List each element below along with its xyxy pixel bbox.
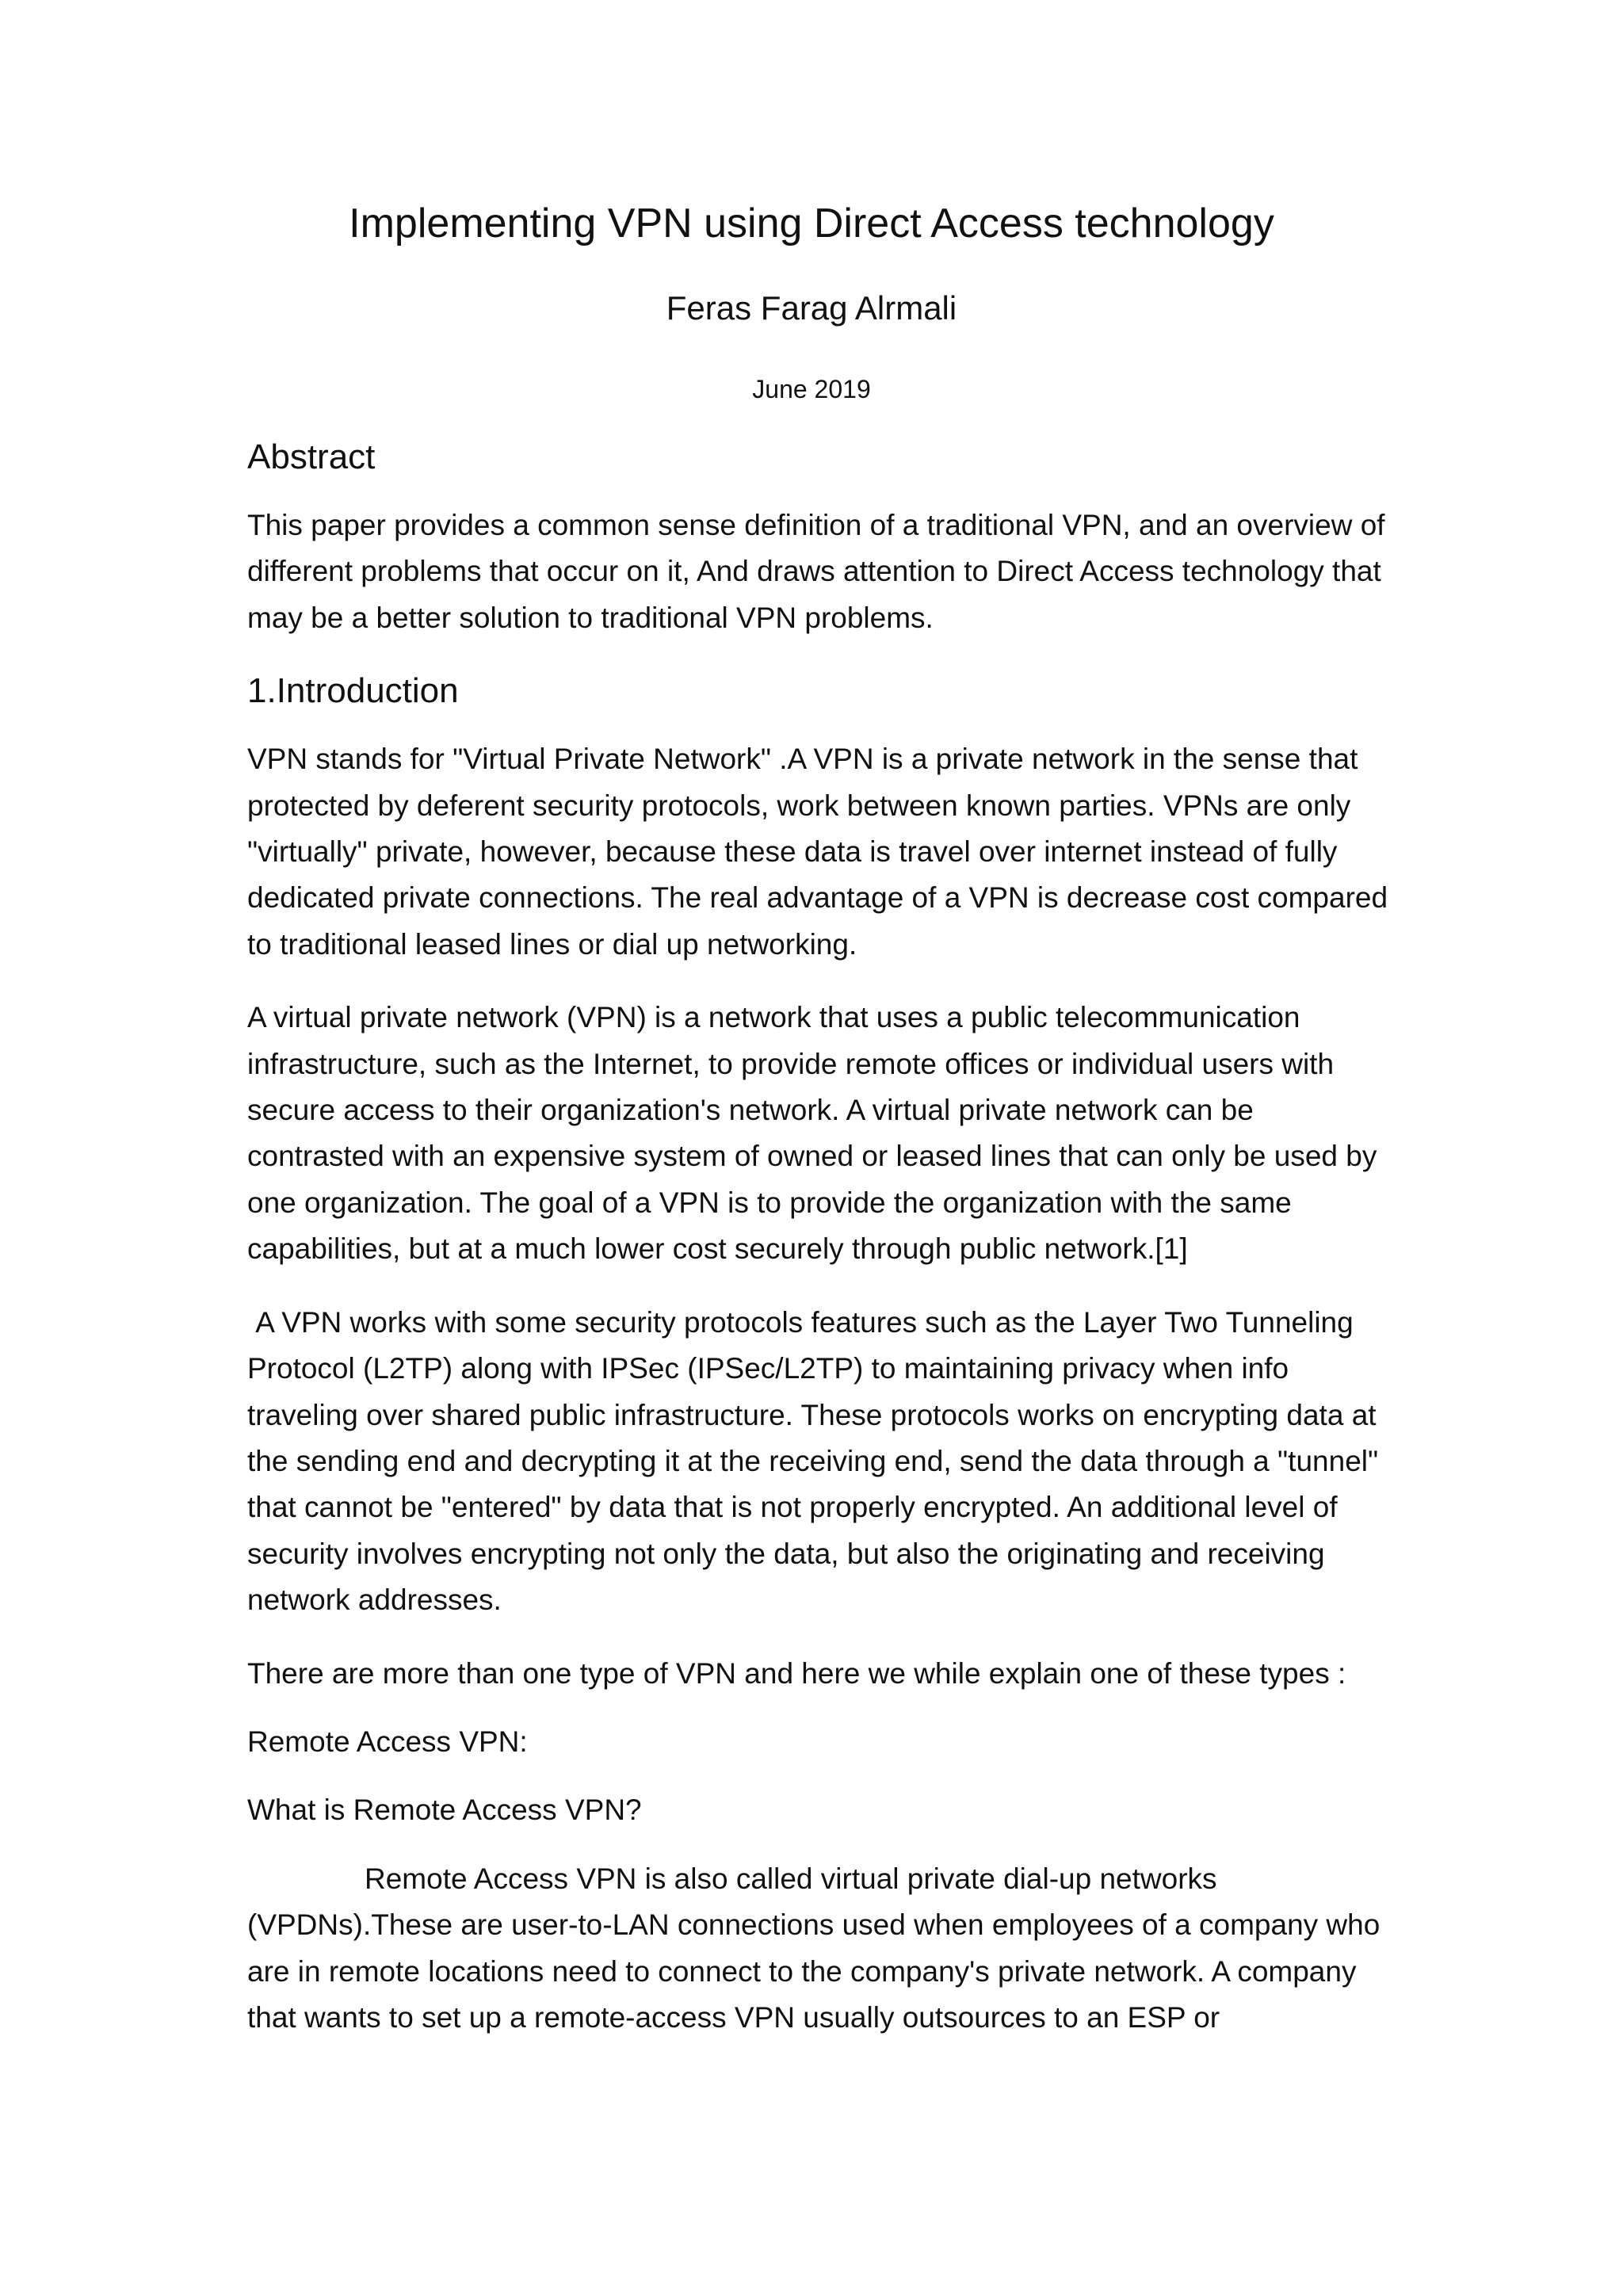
introduction-heading: 1.Introduction — [247, 671, 459, 711]
remote-access-paragraph: Remote Access VPN is also called virtual private dial-up networks (VPDNs).These are user-to-LAN connections used when employees of a company who are in remote locations need to connect to the company's private network. A company that wants to set up a remote-access VPN usually outsources to an ESP or — [247, 1862, 1381, 2034]
intro-paragraph-1: VPN stands for "Virtual Private Network" .A VPN is a private network in the sense that protected by deferent security protocols, work between known parties. VPNs are only "virtually" private, however, because these data is travel over internet instead of fully dedicated private connections. The real advantage of a VPN is decrease cost compared to traditional leased lines or dial up networking. — [247, 743, 1388, 961]
abstract-heading: Abstract — [247, 437, 376, 476]
intro-paragraph-3: A VPN works with some security protocols features such as the Layer Two Tunneling Protocol (L2TP) along with IPSec (IPSec/L2TP) to maintaining privacy when info traveling over shared public infrastructure. These protocols works on encrypting data at the sending end and decrypting it at the receiving end, send the data through a "tunnel" that cannot be "entered" by data that is not properly encrypted. An additional level of security involves encrypting not only the data, but also the originating and receiving network addresses. — [247, 1305, 1387, 1617]
paper-body — [247, 434, 1388, 2068]
paper-date: June 2019 — [752, 375, 871, 403]
abstract-text: This paper provides a common sense definition of a traditional VPN, and an overview of different problems that occur on it, And draws attention to Direct Access technology that may be a better solution to traditional VPN problems. — [247, 509, 1385, 634]
remote-access-question: What is Remote Access VPN? — [247, 1794, 642, 1827]
paper-author: Feras Farag Alrmali — [666, 289, 957, 327]
paper-title: Implementing VPN using Direct Access technology — [349, 201, 1274, 246]
intro-paragraph-2: A virtual private network (VPN) is a network that uses a public telecommunication infrastructure, such as the Internet, to provide remote offices or individual users with secure access to their organization's network. A virtual private network can be contrasted with an expensive system of owned or leased lines that can only be used by one organization. The goal of a VPN is to provide the organization with the same capabilities, but at a much lower cost securely through public network.[1] — [247, 1001, 1377, 1266]
intro-paragraph-4: There are more than one type of VPN and here we while explain one of these types : — [247, 1656, 1346, 1690]
remote-access-label: Remote Access VPN: — [247, 1725, 528, 1758]
